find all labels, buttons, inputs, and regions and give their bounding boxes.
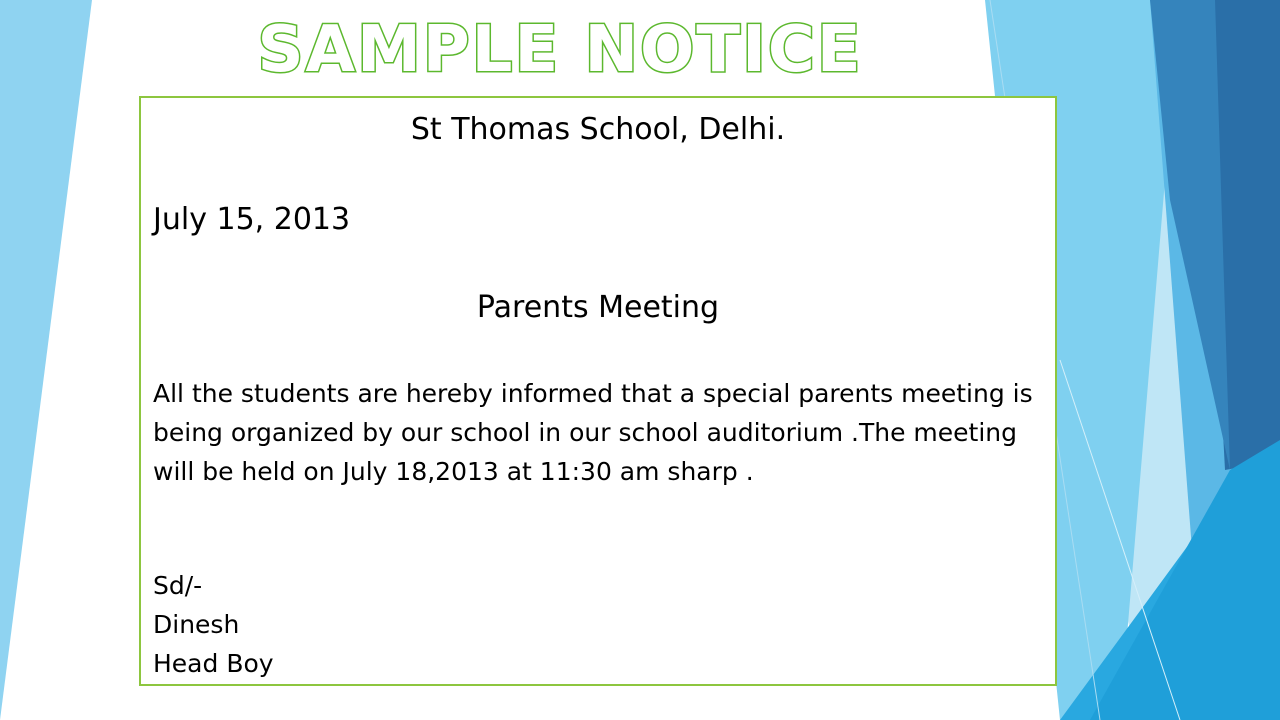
notice-body: All the students are hereby informed that a special parents meeting is being organized by our school in our school auditorium .The meeting will be held on July 18,2013 at 11:30 am sharp . <box>153 379 1033 486</box>
notice-school-name: St Thomas School, Delhi. <box>410 112 786 147</box>
notice-date: July 15, 2013 <box>153 202 351 237</box>
notice-signatory-designation: Head Boy <box>153 649 274 678</box>
notice-box <box>139 96 1057 686</box>
notice-subject: Parents Meeting <box>476 290 720 325</box>
slide-title: SAMPLE NOTICE <box>257 13 863 87</box>
left-accent-shape <box>0 0 92 720</box>
notice-signature-sd: Sd/- <box>153 571 203 600</box>
notice-signatory-name: Dinesh <box>153 610 240 639</box>
